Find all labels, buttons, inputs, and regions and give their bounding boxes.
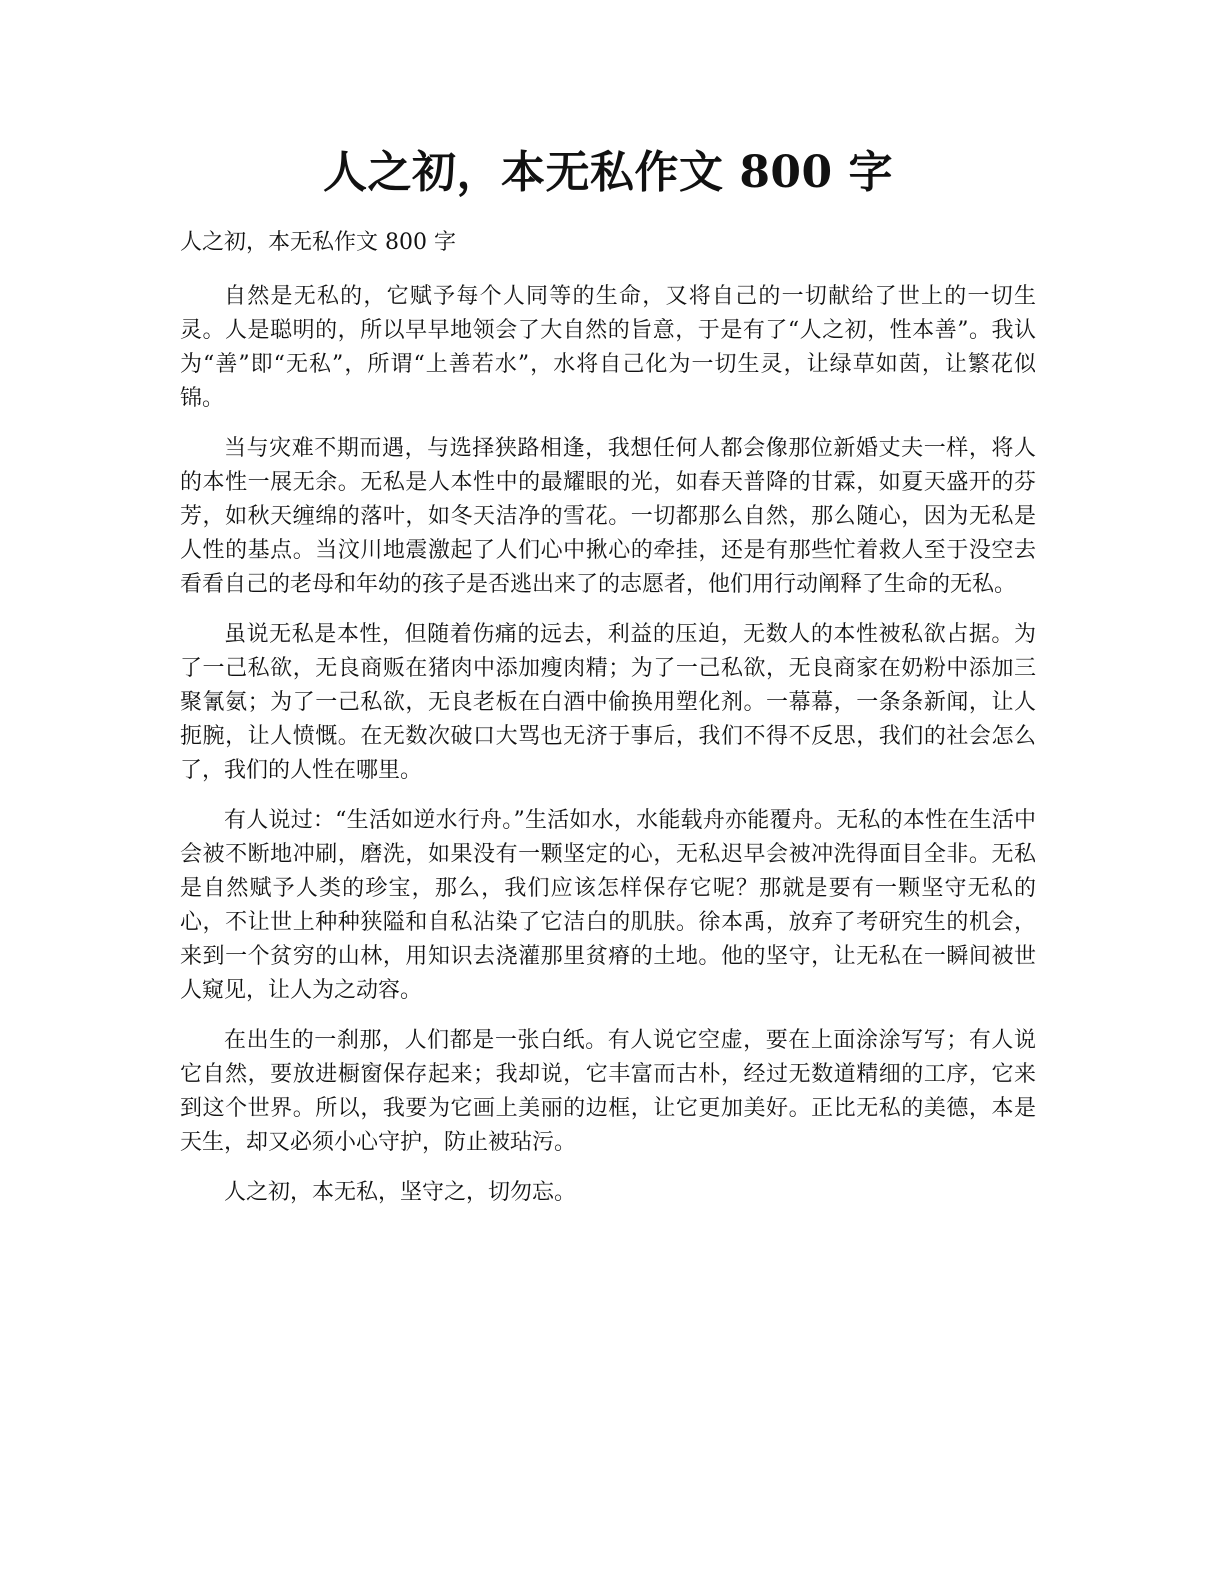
document-title: 人之初，本无私作文 800 字 (323, 147, 893, 198)
paragraph-4: 有人说过：“生活如逆水行舟。”生活如水，水能载舟亦能覆舟。无私的本性在生活中会被不断地冲刷，磨洗，如果没有一颗坚定的心，无私迟早会被冲洗得面目全非。无私是自然赋予人类的珍宝，那么，我们应该怎样保存它呢？那就是要有一颗坚守无私的心，不让世上种种狭隘和自私沾染了它洁白的肌肤。徐本禹，放弃了考研究生的机会，来到一个贫穷的山林，用知识去浇灌那里贫瘠的土地。他的坚守，让无私在一瞬间被世人窥见，让人为之动容。 (180, 808, 1036, 1003)
paragraph-6: 人之初，本无私，坚守之，切勿忘。 (224, 1180, 577, 1205)
document-body (180, 280, 1036, 1210)
paragraph-5: 在出生的一刹那，人们都是一张白纸。有人说它空虚，要在上面涂涂写写；有人说它自然，要放进橱窗保存起来；我却说，它丰富而古朴，经过无数道精细的工序，它来到这个世界。所以，我要为它画上美丽的边框，让它更加美好。正比无私的美德，本是天生，却又必须小心守护，防止被玷污。 (180, 1028, 1036, 1155)
paragraph-1: 自然是无私的，它赋予每个人同等的生命，又将自己的一切献给了世上的一切生灵。人是聪明的，所以早早地领会了大自然的旨意，于是有了“人之初，性本善”。我认为“善”即“无私”，所谓“上善若水”，水将自己化为一切生灵，让绿草如茵，让繁花似锦。 (180, 284, 1036, 411)
paragraph-3: 虽说无私是本性，但随着伤痛的远去，利益的压迫，无数人的本性被私欲占据。为了一己私欲，无良商贩在猪肉中添加瘦肉精；为了一己私欲，无良商家在奶粉中添加三聚氰氨；为了一己私欲，无良老板在白酒中偷换用塑化剂。一幕幕，一条条新闻，让人扼腕，让人愤慨。在无数次破口大骂也无济于事后，我们不得不反思，我们的社会怎么了，我们的人性在哪里。 (180, 622, 1036, 783)
document-page (180, 140, 1036, 1226)
document-subtitle: 人之初，本无私作文 800 字 (180, 230, 456, 255)
paragraph-2: 当与灾难不期而遇，与选择狭路相逢，我想任何人都会像那位新婚丈夫一样，将人的本性一展无余。无私是人本性中的最耀眼的光，如春天普降的甘霖，如夏天盛开的芬芳，如秋天缠绵的落叶，如冬天洁净的雪花。一切都那么自然，那么随心，因为无私是人性的基点。当汶川地震激起了人们心中揪心的牵挂，还是有那些忙着救人至于没空去看看自己的老母和年幼的孩子是否逃出来了的志愿者，他们用行动阐释了生命的无私。 (180, 436, 1036, 597)
